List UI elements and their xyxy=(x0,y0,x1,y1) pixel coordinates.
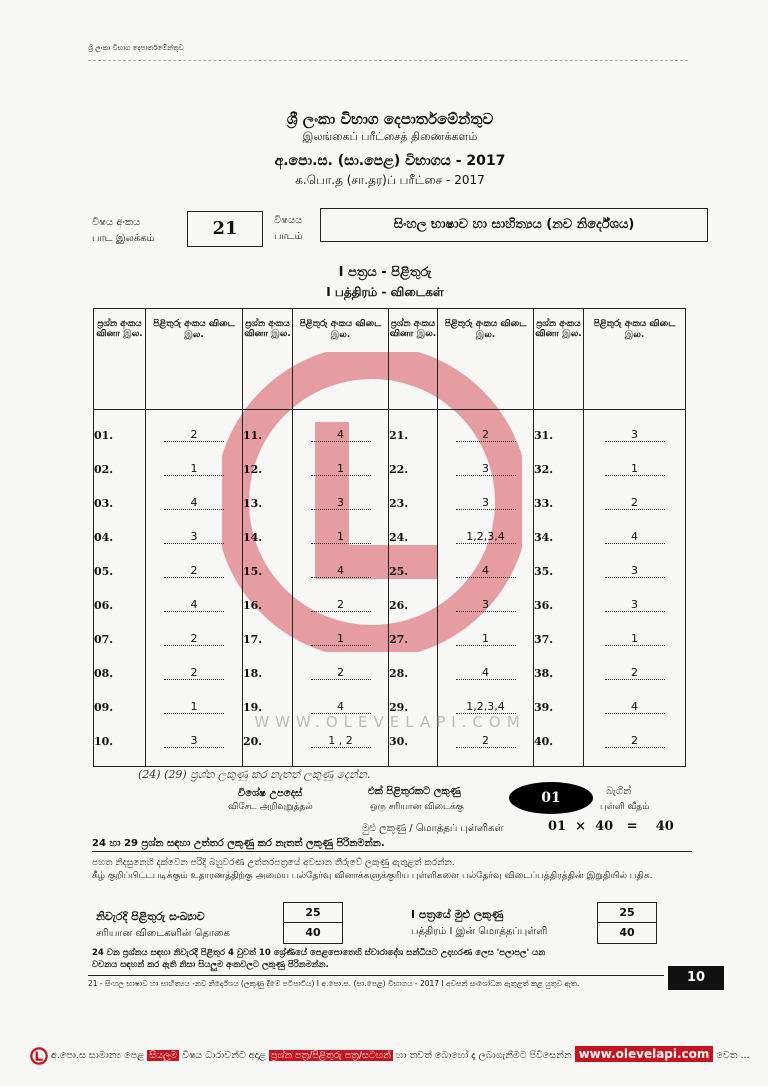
question-number: 18. xyxy=(243,656,293,690)
subject-code-box: 21 xyxy=(187,211,263,247)
question-number: 11. xyxy=(243,418,293,452)
answer-value: 2 xyxy=(605,734,665,748)
table-row xyxy=(94,418,686,452)
answer-cell xyxy=(293,588,389,622)
answer-value: 3 xyxy=(164,530,224,544)
instruction-si: පහත නිදසුනෙහි දක්වෙන පරිදි බහුවරණ උත්තරපත්‍රයේ අවසාන තීරුවේ ලකුණු ඇතුළත් කරන්න. xyxy=(92,858,455,868)
table-row xyxy=(94,656,686,690)
question-number: 38. xyxy=(534,656,584,690)
answer-cell xyxy=(584,656,686,690)
answer-cell xyxy=(584,588,686,622)
table-row xyxy=(94,554,686,588)
question-number: 39. xyxy=(534,690,584,724)
answer-value: 1,2,3,4 xyxy=(456,530,516,544)
banner-text-d: වෙත ... xyxy=(716,1050,750,1061)
answer-value: 2 xyxy=(311,666,371,680)
answer-cell xyxy=(438,520,534,554)
one-correct-ta: ஒரு சரியான விடைக்கு xyxy=(370,802,464,812)
header-a-4: පිළිතුරු අංකය விடை இல. xyxy=(584,309,686,410)
answer-value: 1 xyxy=(605,462,665,476)
instruction-ta: கீழ் குறிப்பிட்டபடிக்கும் உதாரணத்திற்கு அமைய பல்தேர்வு வினாக்களுக்குரிய புள்ளிகளை பல்தேர்வு விடைப்பத்திரத்தின் இறுதியில் பதிக. xyxy=(92,871,653,881)
watermark-url: WWW.OLEVELAPI.COM xyxy=(254,713,526,731)
question-number: 40. xyxy=(534,724,584,758)
header-q-4: ප්‍රශ්න අංකය வினா இல. xyxy=(534,309,584,410)
question-number: 08. xyxy=(94,656,146,690)
table-row xyxy=(94,622,686,656)
answer-value: 3 xyxy=(605,428,665,442)
question-number: 14. xyxy=(243,520,293,554)
special-instructions-si: විශේෂ උපදෙස් xyxy=(238,788,303,799)
question-number: 24. xyxy=(389,520,438,554)
question-number: 01. xyxy=(94,418,146,452)
promo-banner xyxy=(30,1043,760,1065)
answer-cell xyxy=(146,418,243,452)
question-number: 36. xyxy=(534,588,584,622)
header-rule xyxy=(88,60,688,61)
question-number: 03. xyxy=(94,486,146,520)
answer-value: 2 xyxy=(164,564,224,578)
header-q-1: ප්‍රශ්න අංකය வினா இல. xyxy=(94,309,146,410)
answer-cell xyxy=(584,418,686,452)
paper-total-box xyxy=(597,902,657,944)
answer-value: 4 xyxy=(311,428,371,442)
answer-cell xyxy=(584,690,686,724)
header-a-1: පිළිතුරු අංකය விடை இல. xyxy=(146,309,243,410)
question-number: 23. xyxy=(389,486,438,520)
note-24-line1: 24 වන ප්‍රශ්නය සඳහා නිවැරදි පිළිතුර 4 වුවත් 10 ශ්‍රේණියේ පෙළපොතෙහි ස්වාරාදේශ සන්ධියට උදාහරණ ලෙස 'පලාපල' යන xyxy=(92,948,546,958)
answer-cell xyxy=(438,452,534,486)
question-number: 07. xyxy=(94,622,146,656)
answer-value: 4 xyxy=(164,598,224,612)
question-number: 06. xyxy=(94,588,146,622)
dept-title-ta: இலங்கைப் பரீட்சைத் திணைக்களம் xyxy=(302,130,478,143)
answer-cell xyxy=(438,486,534,520)
answer-value: 3 xyxy=(456,462,516,476)
banner-text-c: හා තවත් බොහෝ දෑ ලබාගැනීමට පිවිසෙන්න xyxy=(395,1050,572,1061)
table-row xyxy=(94,588,686,622)
answer-value: 3 xyxy=(456,496,516,510)
answer-value: 1 xyxy=(456,632,516,646)
question-number: 09. xyxy=(94,690,146,724)
question-number: 28. xyxy=(389,656,438,690)
answer-value: 2 xyxy=(456,428,516,442)
total-calculation: 01 × 40 = 40 xyxy=(548,819,674,834)
answer-cell xyxy=(293,520,389,554)
paper-title-si: I පත්‍රය - පිළිතුරු xyxy=(338,265,432,280)
question-number: 16. xyxy=(243,588,293,622)
answer-value: 2 xyxy=(164,428,224,442)
header-q-3: ප්‍රශ්න අංකය வினா இல. xyxy=(389,309,438,410)
answer-cell xyxy=(584,520,686,554)
answer-cell xyxy=(293,452,389,486)
answer-cell xyxy=(438,554,534,588)
special-instructions-ta: விசேட அறிவுறுத்தல் xyxy=(228,802,313,812)
answer-value: 2 xyxy=(164,632,224,646)
paper-total-label-ta: பத்திரம் I இன் மொத்தப்புள்ளி xyxy=(411,926,548,937)
footer-caption: 21 - සිංහල භාෂාව හා සාහිත්‍යය -නව නිර්දේශය (ලකුණු දීමේ පටිපාටිය) I අ.පො.ස. (සා.පෙළ) විභාගය - 2017 I අවසන් සංශෝධන ඇතුළත් කළ යුතුව ඇත. xyxy=(88,975,664,989)
answer-value: 1 xyxy=(311,530,371,544)
paper-total-value: 25 xyxy=(598,903,656,923)
question-number: 29. xyxy=(389,690,438,724)
question-number: 30. xyxy=(389,724,438,758)
total-marks-label: මුළු ලකුණු / மொத்தப் புள்ளிகள் xyxy=(362,823,504,834)
answer-value: 1 xyxy=(164,462,224,476)
banner-text-b: විෂය ධාරාවන්ට අදාළ xyxy=(182,1050,266,1061)
answer-value: 1 xyxy=(605,632,665,646)
exam-title-ta: க.பொ.த (சா.தர)ப் பரீட்சை - 2017 xyxy=(295,173,485,187)
answer-value: 3 xyxy=(164,734,224,748)
each-ta: புள்ளி வீதம் xyxy=(600,802,650,812)
question-number: 32. xyxy=(534,452,584,486)
answer-cell xyxy=(584,622,686,656)
subject-name-box: සිංහල භාෂාව හා සාහිත්‍යය (නව නිර්දේශය) xyxy=(320,208,708,242)
paper-title-ta: I பத்திரம் - விடைகள் xyxy=(326,285,444,299)
note-24-29: 24 හා 29 ප්‍රශ්න සඳහා උත්තර ලකුණු කර නැතත් ලකුණු පිරිනමන්න. xyxy=(92,838,385,849)
answer-value: 4 xyxy=(456,666,516,680)
paper-total-max: 40 xyxy=(619,926,635,939)
answer-value: 1 xyxy=(164,700,224,714)
question-number: 33. xyxy=(534,486,584,520)
answer-cell xyxy=(438,622,534,656)
answer-cell xyxy=(438,656,534,690)
subject-code-label-si: විෂය අංකය xyxy=(92,217,141,228)
correct-count-box xyxy=(283,902,343,944)
question-number: 21. xyxy=(389,418,438,452)
answer-value: 3 xyxy=(311,496,371,510)
question-number: 20. xyxy=(243,724,293,758)
handwritten-note: (24) (29) ප්‍රශ්න ලකුණු කර නැතත් ලකුණු දෙන්න. xyxy=(138,768,371,781)
dept-title-si: ශ්‍රී ලංකා විභාග දෙපාර්තමේන්තුව xyxy=(286,110,494,128)
answer-cell xyxy=(584,486,686,520)
question-number: 27. xyxy=(389,622,438,656)
each-si: බැගින් xyxy=(606,786,632,797)
running-header: ශ්‍රී ලංකා විභාග දෙපාර්තමේන්තුව xyxy=(88,44,184,52)
exam-title-si: අ.පො.ස. (සා.පෙළ) විභාගය - 2017 xyxy=(274,153,506,169)
note-24-line2: වචනය සඳහන් කර ඇති නිසා සියලුම අංකවලට ලකුණු පිරිනමන්න. xyxy=(92,960,329,970)
page-number: 10 xyxy=(668,966,724,990)
answer-cell xyxy=(293,656,389,690)
answer-value: 1 xyxy=(311,632,371,646)
correct-count-label-si: නිවැරදි පිළිතුරු සංඛ්‍යාව xyxy=(96,910,205,923)
answer-value: 3 xyxy=(605,564,665,578)
answer-cell xyxy=(438,588,534,622)
answer-cell xyxy=(293,622,389,656)
answer-cell xyxy=(293,486,389,520)
question-number: 34. xyxy=(534,520,584,554)
answer-value: 4 xyxy=(605,530,665,544)
question-number: 22. xyxy=(389,452,438,486)
answer-value: 4 xyxy=(311,700,371,714)
answer-cell xyxy=(584,452,686,486)
answer-value: 2 xyxy=(456,734,516,748)
answer-cell xyxy=(293,554,389,588)
subject-name-label-ta: பாடம் xyxy=(274,231,303,242)
answer-table xyxy=(93,308,686,767)
table-row xyxy=(94,520,686,554)
question-number: 17. xyxy=(243,622,293,656)
header-a-3: පිළිතුරු අංකය விடை இல. xyxy=(438,309,534,410)
one-correct-si: එක් පිළිතුරකට ලකුණු xyxy=(368,786,461,797)
answer-value: 3 xyxy=(456,598,516,612)
answer-value: 1,2,3,4 xyxy=(456,700,516,714)
question-number: 02. xyxy=(94,452,146,486)
question-number: 37. xyxy=(534,622,584,656)
question-number: 15. xyxy=(243,554,293,588)
answer-value: 2 xyxy=(605,496,665,510)
answer-cell xyxy=(146,520,243,554)
correct-count-label-ta: சரியான விடைகளின் தொகை xyxy=(96,928,230,939)
question-number: 19. xyxy=(243,690,293,724)
header-q-2: ප්‍රශ්න අංකය வினா இல. xyxy=(243,309,293,410)
answer-value: 4 xyxy=(164,496,224,510)
answer-cell xyxy=(146,486,243,520)
olevelapi-logo-icon xyxy=(30,1047,48,1065)
answer-cell xyxy=(293,418,389,452)
answer-value: 2 xyxy=(311,598,371,612)
subject-code-label-ta: பாட இலக்கம் xyxy=(92,233,155,244)
table-row xyxy=(94,486,686,520)
correct-count-max: 40 xyxy=(305,926,321,939)
question-number: 25. xyxy=(389,554,438,588)
answer-cell xyxy=(438,418,534,452)
answer-value: 2 xyxy=(605,666,665,680)
header-a-2: පිළිතුරු අංකය விடை இல. xyxy=(293,309,389,410)
answer-value: 1 , 2 xyxy=(311,734,371,748)
answer-value: 2 xyxy=(164,666,224,680)
divider-rule xyxy=(92,851,692,852)
answer-cell xyxy=(584,554,686,588)
question-number: 13. xyxy=(243,486,293,520)
correct-count-value: 25 xyxy=(284,903,342,923)
answer-value: 4 xyxy=(311,564,371,578)
answer-cell xyxy=(146,622,243,656)
answer-value: 1 xyxy=(311,462,371,476)
answer-table-header xyxy=(94,309,686,410)
answer-value: 4 xyxy=(456,564,516,578)
question-number: 35. xyxy=(534,554,584,588)
question-number: 31. xyxy=(534,418,584,452)
answer-cell xyxy=(146,554,243,588)
answer-value: 4 xyxy=(605,700,665,714)
subject-name-label-si: විෂයය xyxy=(274,215,303,226)
table-row xyxy=(94,452,686,486)
question-number: 05. xyxy=(94,554,146,588)
question-number: 04. xyxy=(94,520,146,554)
banner-url-link[interactable]: www.olevelapi.com xyxy=(575,1046,714,1062)
per-answer-mark-badge: 01 xyxy=(509,782,593,814)
answer-cell xyxy=(146,452,243,486)
question-number: 12. xyxy=(243,452,293,486)
banner-highlight-papers: ප්‍රශ්න පත්‍ර/පිළිතුරු පත්‍ර/සටහන් xyxy=(271,1050,391,1061)
banner-text-a: අ.පො.ස සාමාන්‍ය පෙළ xyxy=(51,1050,145,1061)
answer-cell xyxy=(584,724,686,758)
banner-highlight-all: සියලුම xyxy=(149,1050,178,1061)
answer-value: 3 xyxy=(605,598,665,612)
answer-cell xyxy=(146,588,243,622)
paper-total-label-si: I පත්‍රයේ මුළු ලකුණු xyxy=(411,908,504,921)
question-number: 26. xyxy=(389,588,438,622)
answer-cell xyxy=(146,656,243,690)
question-number: 10. xyxy=(94,724,146,758)
